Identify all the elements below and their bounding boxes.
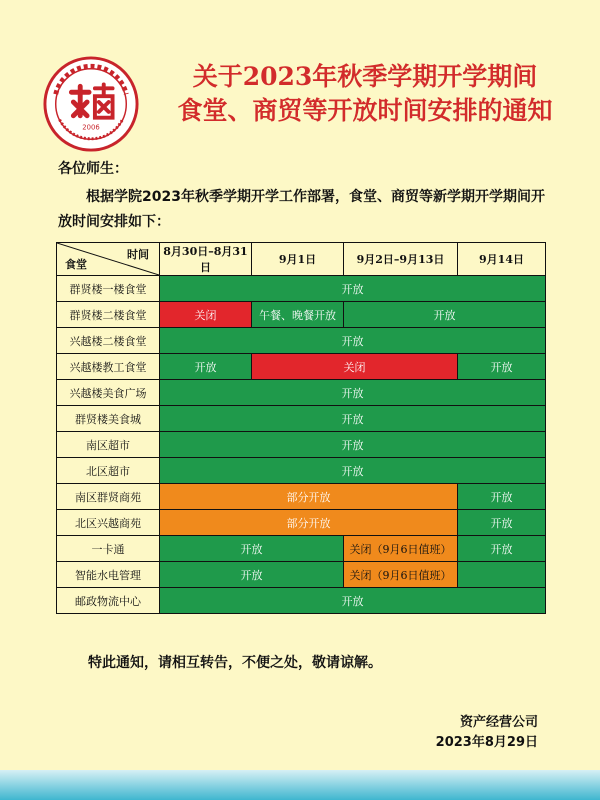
row-name-cell: 兴越楼二楼食堂 <box>57 328 160 354</box>
row-name-cell: 南区群贤商苑 <box>57 484 160 510</box>
table-row <box>57 380 546 406</box>
status-cell: 开放 <box>344 302 546 328</box>
corner-canteen-label: 食堂 <box>65 258 87 271</box>
table-row <box>57 484 546 510</box>
title-line-2: 食堂、商贸等开放时间安排的通知 <box>177 96 553 125</box>
table-row <box>57 588 546 614</box>
status-cell: 关闭 <box>252 354 458 380</box>
status-cell: 部分开放 <box>160 484 458 510</box>
schedule-table <box>56 242 546 614</box>
bottom-decor-stripe <box>0 770 600 800</box>
row-name-cell: 一卡通 <box>57 536 160 562</box>
status-cell: 部分开放 <box>160 510 458 536</box>
signature-block <box>436 713 538 753</box>
row-name-cell: 北区超市 <box>57 458 160 484</box>
intro-paragraph: 根据学院2023年秋季学期开学工作部署，食堂、商贸等新学期开学期间开放时间安排如下： <box>58 189 545 230</box>
table-row <box>57 354 546 380</box>
status-cell: 开放 <box>160 562 344 588</box>
table-header-row <box>57 243 546 276</box>
status-cell: 开放 <box>458 354 546 380</box>
logo-year: 2006 <box>82 123 100 132</box>
issuer-name: 资产经营公司 <box>459 715 538 730</box>
row-name-cell: 兴越楼美食广场 <box>57 380 160 406</box>
status-cell <box>458 562 546 588</box>
status-cell: 开放 <box>160 380 546 406</box>
row-name-cell: 邮政物流中心 <box>57 588 160 614</box>
table-row <box>57 536 546 562</box>
college-logo-icon <box>42 55 140 153</box>
row-name-cell: 群贤楼一楼食堂 <box>57 276 160 302</box>
status-cell: 关闭（9月6日值班） <box>344 536 458 562</box>
status-cell: 开放 <box>160 458 546 484</box>
row-name-cell: 北区兴越商苑 <box>57 510 160 536</box>
issue-date: 2023年8月29日 <box>435 735 538 750</box>
status-cell: 关闭 <box>160 302 252 328</box>
status-cell: 开放 <box>458 510 546 536</box>
row-name-cell: 兴越楼教工食堂 <box>57 354 160 380</box>
table-row <box>57 562 546 588</box>
row-name-cell: 群贤楼美食城 <box>57 406 160 432</box>
title-line-1: 关于2023年秋季学期开学期间 <box>192 62 538 91</box>
status-cell: 午餐、晚餐开放 <box>252 302 344 328</box>
status-cell: 开放 <box>160 276 546 302</box>
table-row <box>57 302 546 328</box>
row-name-cell: 智能水电管理 <box>57 562 160 588</box>
column-header: 9月1日 <box>252 243 344 276</box>
status-cell: 开放 <box>160 588 546 614</box>
status-cell: 关闭（9月6日值班） <box>344 562 458 588</box>
column-header: 8月30日–8月31日 <box>160 243 252 276</box>
status-cell: 开放 <box>458 536 546 562</box>
table-corner-cell <box>57 243 160 276</box>
table-row <box>57 510 546 536</box>
status-cell: 开放 <box>160 328 546 354</box>
status-cell: 开放 <box>160 536 344 562</box>
status-cell: 开放 <box>160 354 252 380</box>
status-cell: 开放 <box>458 484 546 510</box>
column-header: 9月14日 <box>458 243 546 276</box>
corner-time-label: 时间 <box>127 248 149 261</box>
greeting: 各位师生： <box>58 161 128 177</box>
status-cell: 开放 <box>160 406 546 432</box>
row-name-cell: 群贤楼二楼食堂 <box>57 302 160 328</box>
table-row <box>57 406 546 432</box>
table-body <box>57 276 546 614</box>
closing-note: 特此通知，请相互转告，不便之处，敬请谅解。 <box>88 655 382 671</box>
notice-title <box>150 60 580 128</box>
row-name-cell: 南区超市 <box>57 432 160 458</box>
table-row <box>57 458 546 484</box>
table-row <box>57 432 546 458</box>
column-header: 9月2日–9月13日 <box>344 243 458 276</box>
table-row <box>57 276 546 302</box>
table-row <box>57 328 546 354</box>
status-cell: 开放 <box>160 432 546 458</box>
